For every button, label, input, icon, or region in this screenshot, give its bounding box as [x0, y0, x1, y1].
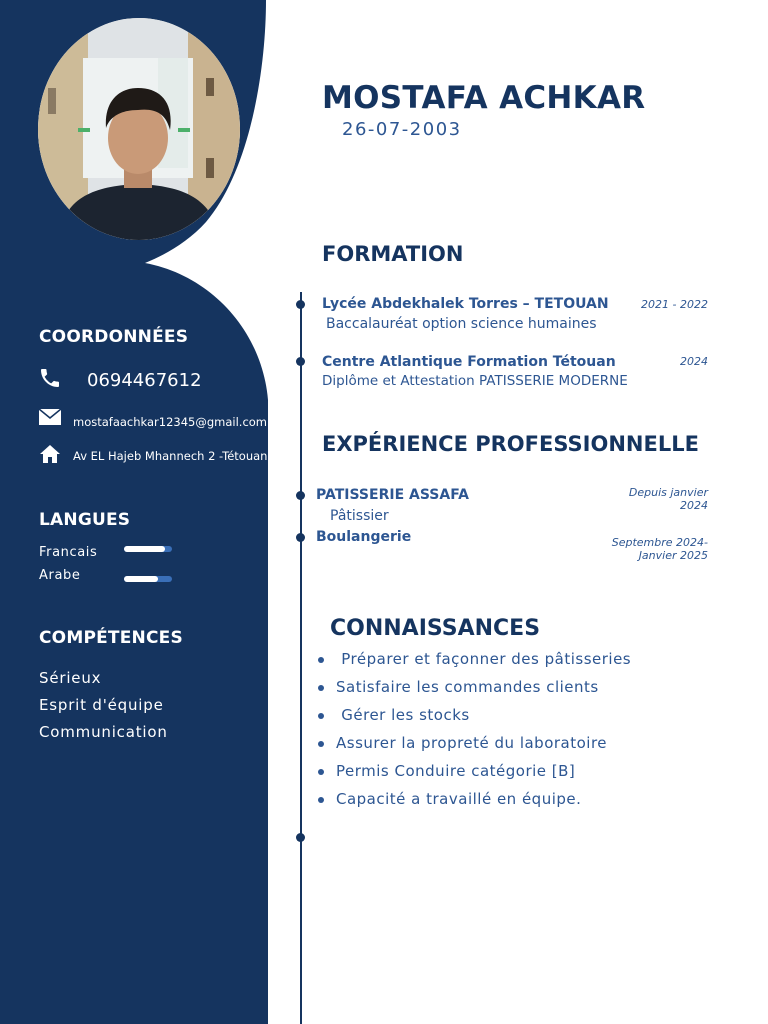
list-item-text: Permis Conduire catégorie [B]	[336, 762, 576, 780]
language-label: Francais	[39, 545, 98, 560]
experience-date	[612, 536, 708, 562]
timeline-dot	[296, 300, 305, 309]
formation-school: Lycée Abdekhalek Torres – TETOUAN	[322, 296, 609, 312]
list-item-text: Assurer la propreté du laboratoire	[336, 734, 608, 752]
formation-heading: FORMATION	[322, 242, 464, 266]
experience-role: Pâtissier	[330, 508, 389, 524]
list-item-text: Satisfaire les commandes clients	[336, 678, 599, 696]
bullet-icon	[318, 713, 324, 719]
competence-item: Sérieux	[39, 669, 102, 687]
competences-heading: COMPÉTENCES	[39, 628, 183, 648]
timeline-line	[300, 292, 302, 1024]
list-item-text: Gérer les stocks	[336, 706, 470, 724]
home-icon	[39, 444, 61, 464]
contact-address: Av EL Hajeb Mhannech 2 -Tétouan	[73, 449, 268, 463]
bullet-icon	[318, 769, 324, 775]
bullet-icon	[318, 741, 324, 747]
experience-company: PATISSERIE ASSAFA	[316, 487, 470, 503]
language-label: Arabe	[39, 568, 81, 583]
full-name: MOSTAFA ACHKAR	[322, 80, 646, 116]
list-item	[318, 760, 631, 788]
bullet-icon	[318, 797, 324, 803]
formation-date: 2024	[680, 355, 708, 368]
formation-date: 2021 - 2022	[641, 298, 708, 311]
connaissances-heading: CONNAISSANCES	[330, 616, 541, 641]
connaissances-list	[318, 648, 631, 816]
contact-heading: COORDONNÉES	[39, 327, 189, 347]
language-level-bar	[124, 546, 172, 552]
timeline-dot	[296, 533, 305, 542]
competence-item: Esprit d'équipe	[39, 696, 164, 714]
list-item	[318, 704, 631, 732]
bullet-icon	[318, 657, 324, 663]
experience-company: Boulangerie	[316, 529, 412, 545]
formation-detail: Baccalauréat option science humaines	[326, 316, 597, 332]
list-item	[318, 788, 631, 816]
timeline-dot	[296, 491, 305, 500]
list-item	[318, 676, 631, 704]
profile-photo	[38, 18, 240, 240]
competence-item: Communication	[39, 723, 168, 741]
experience-date-line: Janvier 2025	[638, 549, 708, 562]
experience-date-line: Depuis janvier	[628, 486, 708, 499]
list-item-text: Préparer et façonner des pâtisseries	[336, 650, 632, 668]
list-item-text: Capacité a travaillé en équipe.	[336, 790, 582, 808]
phone-icon	[38, 366, 62, 390]
birth-date: 26-07-2003	[342, 119, 462, 140]
formation-detail: Diplôme et Attestation PATISSERIE MODERNE	[322, 373, 628, 389]
contact-phone: 0694467612	[87, 370, 202, 391]
language-level-fill	[124, 546, 165, 552]
language-level-fill	[124, 576, 158, 582]
experience-date-line: 2024	[680, 499, 708, 512]
contact-email: mostafaachkar12345@gmail.com	[73, 415, 268, 429]
experience-date-line: Septembre 2024-	[611, 536, 708, 549]
languages-heading: LANGUES	[39, 510, 131, 530]
formation-school: Centre Atlantique Formation Tétouan	[322, 354, 616, 370]
experience-date	[629, 486, 708, 512]
list-item	[318, 648, 631, 676]
bullet-icon	[318, 685, 324, 691]
timeline-dot	[296, 833, 305, 842]
mail-icon	[39, 409, 61, 425]
list-item	[318, 732, 631, 760]
language-level-bar	[124, 576, 172, 582]
timeline-dot	[296, 357, 305, 366]
experience-heading: EXPÉRIENCE PROFESSIONNELLE	[322, 432, 699, 456]
